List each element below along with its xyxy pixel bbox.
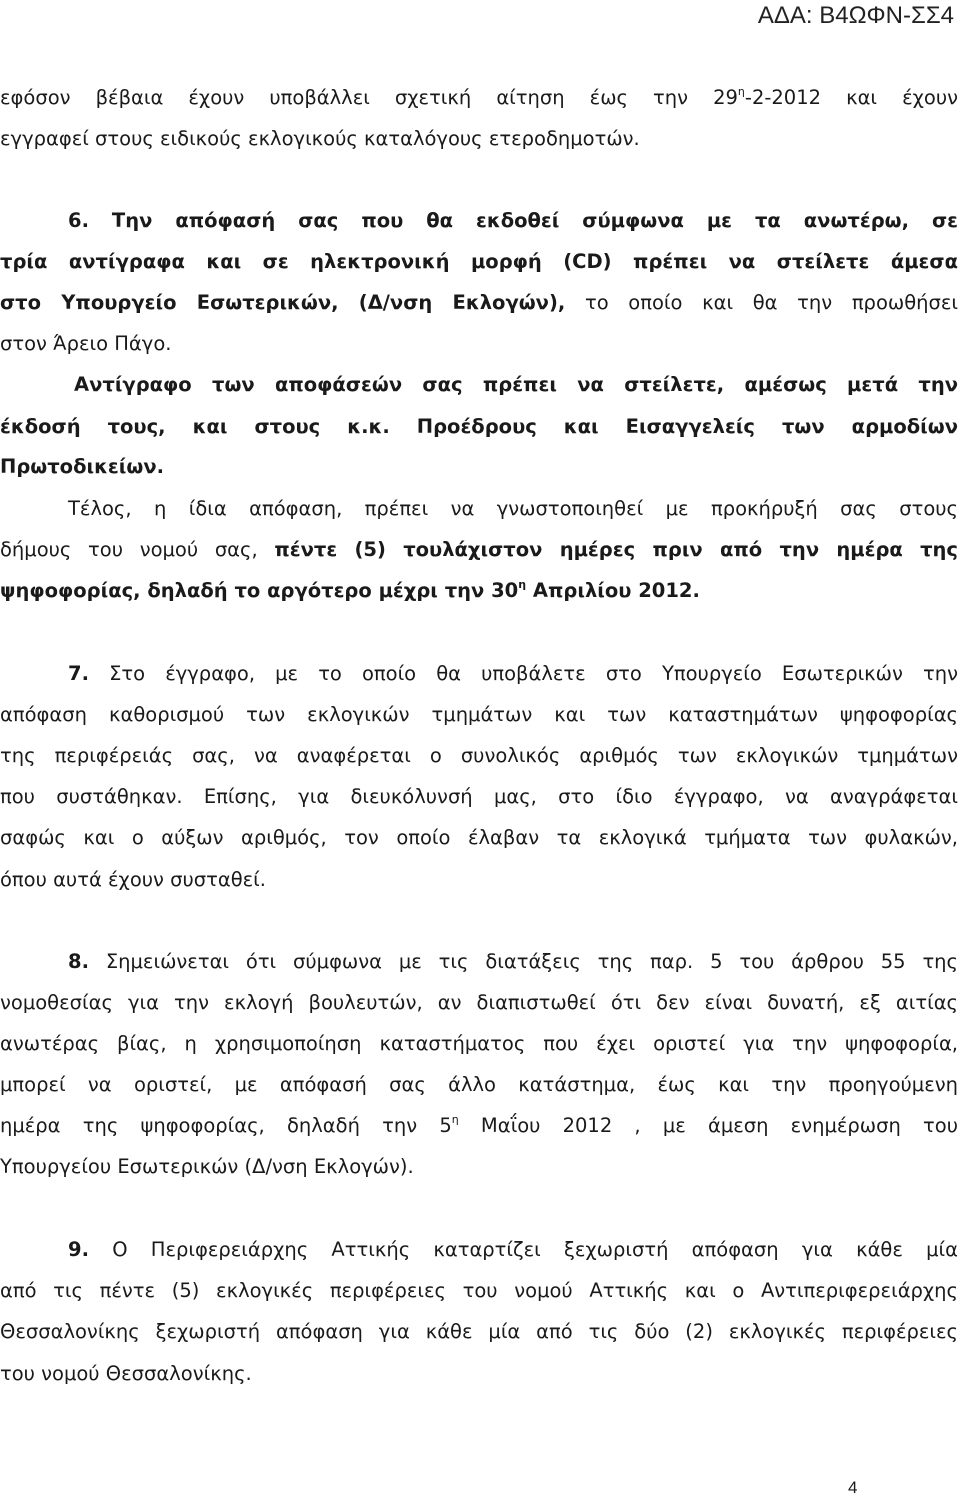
item-6-line-8: Τέλος, η ίδια απόφαση, πρέπει να γνωστοποιηθεί με προκήρυξή σας στους bbox=[68, 497, 958, 520]
text-segment: Ο Περιφερειάρχης Αττικής καταρτίζει ξεχωριστή απόφαση για κάθε μία bbox=[88, 1238, 958, 1261]
superscript: η bbox=[737, 85, 745, 98]
text-segment: Σημειώνεται ότι σύμφωνα με τις διατάξεις της παρ. 5 του άρθρου 55 της bbox=[88, 950, 958, 973]
item-6-line-7: Πρωτοδικείων. bbox=[0, 455, 165, 478]
superscript: η bbox=[518, 578, 527, 591]
item-9-line-1 bbox=[68, 1240, 958, 1260]
text-segment: -2-2012 και έχουν bbox=[744, 86, 959, 109]
page-number: 4 bbox=[848, 1478, 858, 1497]
item-8-line-1 bbox=[68, 952, 958, 972]
item-6-line-3 bbox=[0, 293, 958, 313]
item-6-line-1: 6. Την απόφασή σας που θα εκδοθεί σύμφωνα με τα ανωτέρω, σε bbox=[68, 209, 958, 232]
text-segment: δήμους του νομού σας, bbox=[0, 538, 275, 561]
text-segment: Απριλίου 2012. bbox=[526, 579, 700, 602]
item-number: 8. bbox=[68, 950, 89, 973]
item-8-line-2: νομοθεσίας για την εκλογή βουλευτών, αν διαπιστωθεί ότι δεν είναι δυνατή, εξ αιτίας bbox=[0, 991, 958, 1014]
item-6-line-5: Αντίγραφο των αποφάσεών σας πρέπει να στείλετε, αμέσως μετά την bbox=[74, 373, 958, 396]
item-8-line-6: Υπουργείου Εσωτερικών (Δ/νση Εκλογών). bbox=[0, 1155, 414, 1178]
text-segment: Μαΐου 2012 , με άμεση ενημέρωση του bbox=[458, 1114, 958, 1137]
item-7-line-6: όπου αυτά έχουν συσταθεί. bbox=[0, 868, 266, 891]
paragraph-continuation-line-1 bbox=[0, 85, 959, 109]
item-9-line-4: του νομού Θεσσαλονίκης. bbox=[0, 1362, 252, 1385]
item-number: 9. bbox=[68, 1238, 89, 1261]
item-number: 7. bbox=[68, 662, 89, 685]
text-segment-bold: στο Υπουργείο Εσωτερικών, (Δ/νση Εκλογών), bbox=[0, 291, 566, 314]
text-segment: το οποίο και θα την προωθήσει bbox=[565, 291, 958, 314]
item-9-line-2: από τις πέντε (5) εκλογικές περιφέρειες του νομού Αττικής και ο Αντιπεριφερειάρχης bbox=[0, 1279, 958, 1302]
item-7-line-2: απόφαση καθορισμού των εκλογικών τμημάτων και των καταστημάτων ψηφοφορίας bbox=[0, 703, 958, 726]
item-8-line-3: ανωτέρας βίας, η χρησιμοποίηση καταστήματος που έχει οριστεί για την ψηφοφορία, bbox=[0, 1032, 958, 1055]
item-8-line-4: μπορεί να οριστεί, με απόφασή σας άλλο κατάστημα, έως και την προηγούμενη bbox=[0, 1073, 958, 1096]
paragraph-continuation-line-2: εγγραφεί στους ειδικούς εκλογικούς καταλόγους ετεροδημοτών. bbox=[0, 127, 640, 150]
item-8-line-5 bbox=[0, 1113, 958, 1137]
item-6-line-9 bbox=[0, 540, 958, 560]
superscript: η bbox=[451, 1113, 459, 1126]
item-7-line-4: που συστάθηκαν. Επίσης, για διευκόλυνσή μας, στο ίδιο έγγραφο, να αναγράφεται bbox=[0, 785, 958, 808]
ada-code: ΑΔΑ: Β4ΩΦΝ-ΣΣ4 bbox=[757, 2, 954, 29]
text-segment: Στο έγγραφο, με το οποίο θα υποβάλετε στο Υπουργείο Εσωτερικών την bbox=[88, 662, 958, 685]
item-6-line-6: έκδοσή τους, και στους κ.κ. Προέδρους και Εισαγγελείς των αρμοδίων bbox=[0, 415, 958, 438]
item-6-line-4: στον Άρειο Πάγο. bbox=[0, 332, 172, 355]
text-segment-bold: πέντε (5) τουλάχιστον ημέρες πριν από την ημέρα της bbox=[274, 538, 958, 561]
item-9-line-3: Θεσσαλονίκης ξεχωριστή απόφαση για κάθε μία από τις δύο (2) εκλογικές περιφέρειες bbox=[0, 1320, 958, 1343]
item-7-line-3: της περιφέρειάς σας, να αναφέρεται ο συνολικός αριθμός των εκλογικών τμημάτων bbox=[0, 744, 958, 767]
item-7-line-1 bbox=[68, 664, 958, 684]
item-6-line-10 bbox=[0, 578, 958, 602]
item-7-line-5: σαφώς και ο αύξων αριθμός, τον οποίο έλαβαν τα εκλογικά τμήματα των φυλακών, bbox=[0, 826, 958, 849]
text-segment: εφόσον βέβαια έχουν υποβάλλει σχετική αίτηση έως την 29 bbox=[0, 86, 738, 109]
text-segment: ημέρα της ψηφοφορίας, δηλαδή την 5 bbox=[0, 1114, 452, 1137]
item-6-line-2: τρία αντίγραφα και σε ηλεκτρονική μορφή (CD) πρέπει να στείλετε άμεσα bbox=[0, 250, 958, 273]
text-segment: ψηφοφορίας, δηλαδή το αργότερο μέχρι την 30 bbox=[0, 579, 519, 602]
